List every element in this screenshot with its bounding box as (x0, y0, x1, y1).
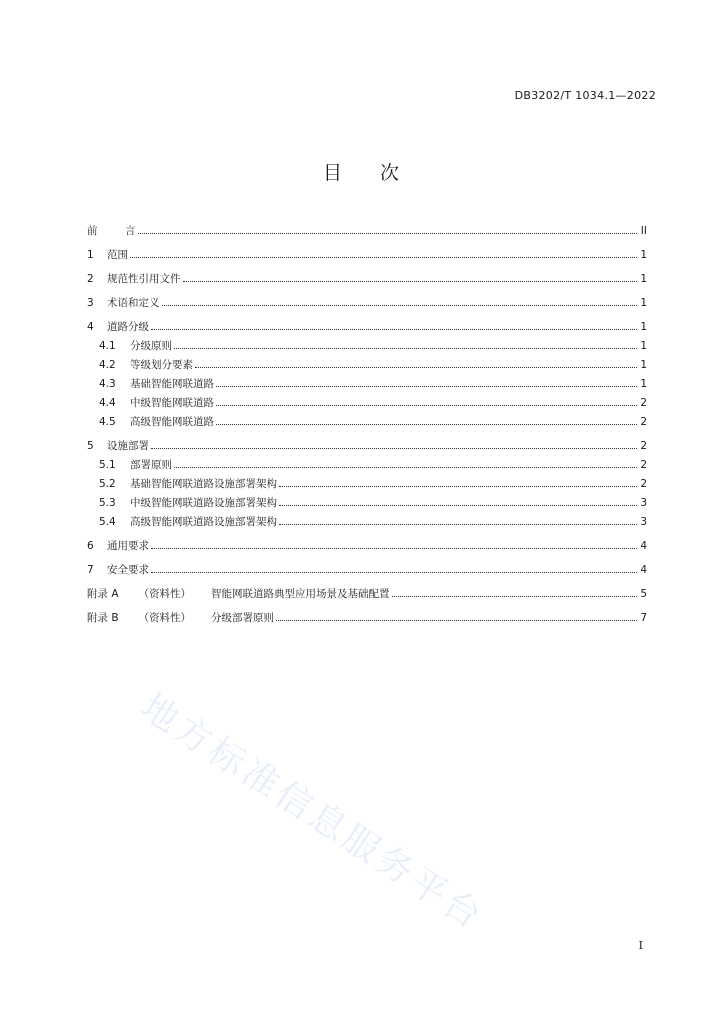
toc-entry-number: 4.1 (99, 340, 116, 352)
title-part-2: 次 (380, 162, 402, 184)
toc-leader-dots (162, 304, 638, 306)
toc-entry-label: 范围 (107, 248, 128, 261)
appendix-page: 5 (640, 587, 647, 600)
appendix-number: 附录 A (87, 587, 119, 600)
toc-entry-number: 前 (87, 224, 98, 237)
toc-leader-dots (130, 256, 637, 258)
toc-entry[interactable] (87, 476, 647, 495)
toc-leader-dots (276, 619, 637, 621)
toc-entry-page: 1 (640, 296, 647, 309)
toc-entry-number: 5.2 (99, 478, 116, 490)
appendix-type: （资料性） (138, 611, 192, 624)
toc-entry-number: 4.5 (99, 416, 116, 428)
toc-entry-page: 2 (640, 397, 647, 409)
toc-entry-label: 安全要求 (107, 563, 149, 576)
appendix-number: 附录 B (87, 611, 119, 624)
toc-entry-number: 3 (87, 296, 94, 309)
toc-entry[interactable] (87, 438, 647, 458)
toc-entry[interactable] (87, 271, 647, 291)
toc-entry[interactable] (87, 457, 647, 476)
toc-entry[interactable] (87, 395, 647, 414)
toc-leader-dots (392, 595, 637, 597)
page-number: I (638, 939, 643, 952)
toc-entry-page: 1 (640, 320, 647, 333)
toc-appendix-entry[interactable] (87, 610, 647, 630)
table-of-contents (87, 218, 647, 629)
toc-entry-number: 5 (87, 439, 94, 452)
toc-entry[interactable] (87, 357, 647, 376)
toc-entry-label: 等级划分要素 (130, 359, 193, 371)
toc-leader-dots (183, 280, 638, 282)
toc-entry-label: 高级智能网联道路设施部署架构 (130, 516, 277, 528)
toc-entry-page: 2 (640, 478, 647, 490)
toc-entry-label: 部署原则 (130, 459, 172, 471)
appendix-type: （资料性） (138, 587, 192, 600)
toc-entry-page: 1 (640, 248, 647, 261)
toc-entry-label: 高级智能网联道路 (130, 416, 214, 428)
toc-entry[interactable] (87, 319, 647, 339)
appendix-page: 7 (640, 611, 647, 624)
toc-entry[interactable] (87, 338, 647, 357)
title-part-1: 目 (322, 162, 344, 184)
toc-entry-page: 2 (640, 416, 647, 428)
toc-entry-page: II (640, 224, 647, 237)
toc-entry-number: 7 (87, 563, 94, 576)
toc-entry-page: 3 (640, 497, 647, 509)
toc-leader-dots (151, 328, 637, 330)
toc-leader-dots (279, 504, 637, 506)
toc-leader-dots (151, 447, 637, 449)
toc-entry-label: 中级智能网联道路设施部署架构 (130, 497, 277, 509)
toc-entry[interactable] (87, 495, 647, 514)
toc-entry-label: 言 (125, 224, 136, 237)
toc-entry-label: 基础智能网联道路设施部署架构 (130, 478, 277, 490)
toc-leader-dots (279, 485, 637, 487)
toc-entry-label: 设施部署 (107, 439, 149, 452)
toc-entry-number: 5.3 (99, 497, 116, 509)
toc-entry-number: 4.2 (99, 359, 116, 371)
page-title (0, 158, 724, 185)
toc-entry-number: 1 (87, 248, 94, 261)
toc-leader-dots (174, 466, 637, 468)
toc-leader-dots (195, 366, 637, 368)
toc-leader-dots (279, 523, 637, 525)
toc-entry-label: 中级智能网联道路 (130, 397, 214, 409)
toc-entry-number: 4.3 (99, 378, 116, 390)
toc-entry-page: 2 (640, 459, 647, 471)
toc-entry[interactable] (87, 538, 647, 558)
appendix-label: 智能网联道路典型应用场景及基础配置 (211, 587, 390, 600)
toc-appendix-entry[interactable] (87, 586, 647, 606)
toc-entry-number: 5.1 (99, 459, 116, 471)
toc-entry-label: 通用要求 (107, 539, 149, 552)
toc-entry-number: 6 (87, 539, 94, 552)
toc-entry-label: 术语和定义 (107, 296, 160, 309)
toc-entry-page: 1 (640, 378, 647, 390)
watermark: 地方标准信息服务平台 (133, 686, 492, 939)
toc-leader-dots (216, 404, 637, 406)
toc-entry-number: 4.4 (99, 397, 116, 409)
toc-entry[interactable] (87, 562, 647, 582)
toc-entry[interactable] (87, 514, 647, 533)
toc-entry-page: 4 (640, 539, 647, 552)
toc-entry-page: 1 (640, 359, 647, 371)
toc-entry-label: 基础智能网联道路 (130, 378, 214, 390)
toc-entry-page: 1 (640, 340, 647, 352)
toc-entry[interactable] (87, 376, 647, 395)
appendix-label: 分级部署原则 (211, 611, 275, 624)
toc-leader-dots (174, 347, 637, 349)
toc-entry-number: 4 (87, 320, 94, 333)
toc-entry[interactable] (87, 295, 647, 315)
toc-entry-page: 3 (640, 516, 647, 528)
toc-entry-label: 规范性引用文件 (107, 272, 181, 285)
toc-leader-dots (216, 423, 637, 425)
document-id: DB3202/T 1034.1—2022 (514, 89, 656, 102)
toc-entry-label: 道路分级 (107, 320, 149, 333)
toc-entry[interactable] (87, 247, 647, 267)
toc-entry-page: 4 (640, 563, 647, 576)
toc-entry-number: 5.4 (99, 516, 116, 528)
toc-entry[interactable] (87, 223, 647, 243)
toc-entry-page: 2 (640, 439, 647, 452)
toc-leader-dots (151, 571, 637, 573)
toc-leader-dots (151, 547, 637, 549)
toc-entry-label: 分级原则 (130, 340, 172, 352)
toc-leader-dots (216, 385, 637, 387)
toc-entry-page: 1 (640, 272, 647, 285)
toc-entry[interactable] (87, 414, 647, 433)
toc-leader-dots (138, 232, 638, 234)
toc-entry-number: 2 (87, 272, 94, 285)
